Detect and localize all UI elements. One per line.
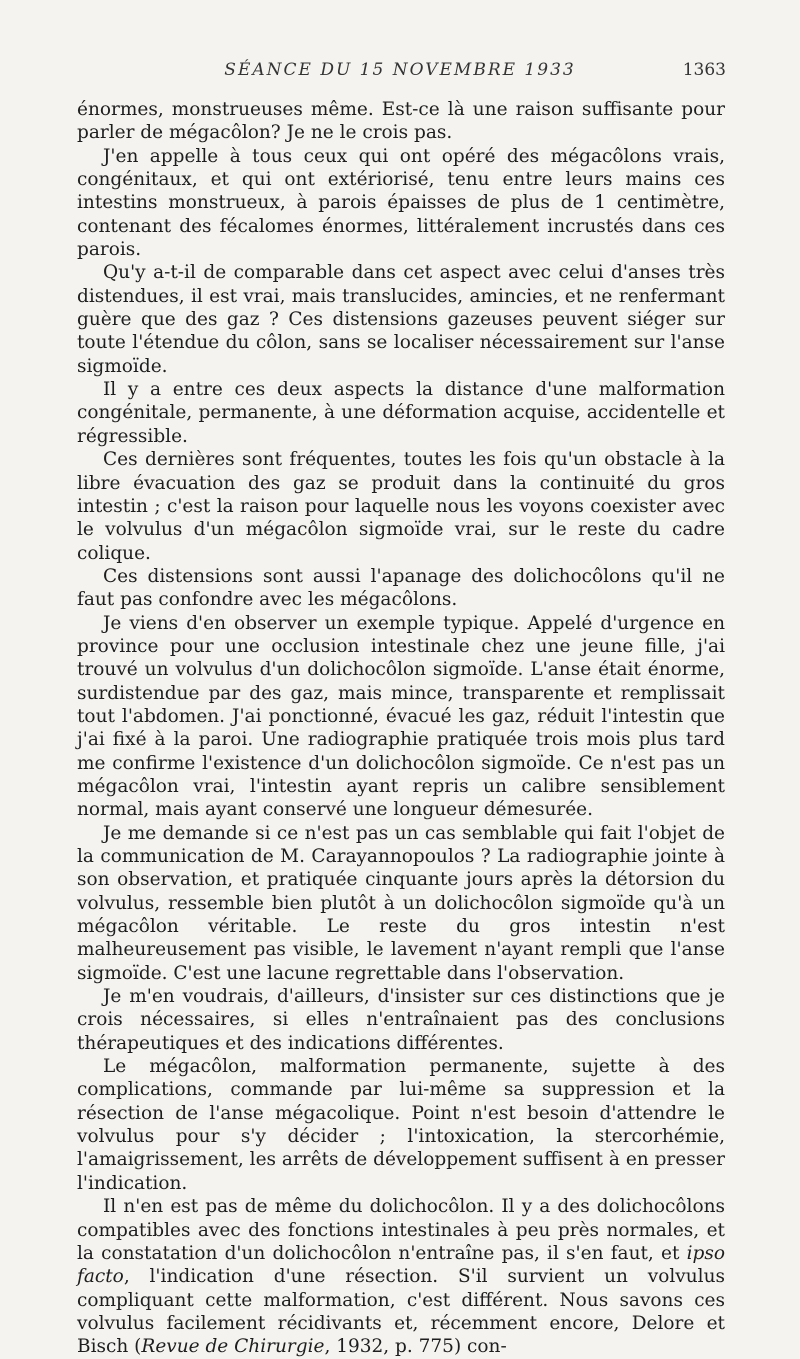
running-head: SÉANCE DU 15 NOVEMBRE 1933: [224, 60, 576, 80]
paragraph: Le mégacôlon, malformation permanente, sujette à des complications, commande par lui-même sa suppression et la résection de l'anse mégacolique. Point n'est besoin d'attendre le volvulus pour s'y décider ; l'intoxication, la stercorhémie, l'amaigrissement, les arrêts de développement suffisent à en presser l'indication.: [77, 1056, 725, 1194]
paragraph: Il y a entre ces deux aspects la distance d'une malformation congénitale, permanente, à une déformation acquise, accidentelle et régressible.: [77, 379, 725, 447]
paragraph: Je me demande si ce n'est pas un cas semblable qui fait l'objet de la communication de M. Carayannopoulos ? La radiographie jointe à son observation, et pratiquée cinquante jours après la détorsion du volvulus, ressemble bien plutôt à un dolichocôlon sigmoïde qu'à un mégacôlon véritable. Le reste du gros intestin n'est malheureusement pas visible, le lavement n'ayant rempli que l'anse sigmoïde. C'est une lacune regrettable dans l'observation.: [77, 822, 725, 984]
paragraph-text: , 1932, p. 775) con-: [324, 1336, 507, 1358]
paragraph-text: Il n'en est pas de même du dolichocôlon. Il y a des dolichocôlons compatibles avec des fonctions intestinales à peu près normales, et la constatation d'un dolichocôlon n'entraîne pas, il s'en faut, et: [77, 1196, 725, 1264]
paragraph-text: , l'indication d'une résection. S'il survient un volvulus compliquant cette malformation, c'est différent. Nous savons ces volvulus facilement récidivants et, récemment encore, Delore et Bisch (: [77, 1266, 725, 1358]
journal-title: Revue de Chirurgie: [141, 1336, 325, 1358]
paragraph: Je m'en voudrais, d'ailleurs, d'insister sur ces distinctions que je crois nécessaires, si elles n'entraînaient pas des conclusions thérapeutiques et des indications différentes.: [77, 986, 725, 1054]
paragraph: Ces distensions sont aussi l'apanage des dolichocôlons qu'il ne faut pas confondre avec les mégacôlons.: [77, 565, 725, 611]
page-number: 1363: [682, 60, 726, 80]
paragraph: énormes, monstrueuses même. Est-ce là une raison suffisante pour parler de mégacôlon? Je ne le crois pas.: [77, 99, 725, 144]
paragraph: Ces dernières sont fréquentes, toutes les fois qu'un obstacle à la libre évacuation des gaz se produit dans la continuité du gros intestin ; c'est la raison pour laquelle nous les voyons coexister avec le volvulus d'un mégacôlon sigmoïde vrai, sur le reste du cadre colique.: [77, 449, 725, 564]
italic-phrase: ipso facto: [77, 1242, 725, 1288]
paragraph: Je viens d'en observer un exemple typique. Appelé d'urgence en province pour une occlusion intestinale chez une jeune fille, j'ai trouvé un volvulus d'un dolichocôlon sigmoïde. L'anse était énorme, surdistendue par des gaz, mais mince, transparente et remplissait tout l'abdomen. J'ai ponctionné, évacué les gaz, réduit l'intestin que j'ai fixé à la paroi. Une radiographie pratiquée trois mois plus tard me confirme l'existence d'un dolichocôlon sigmoïde. Ce n'est pas un mégacôlon vrai, l'intestin ayant repris un calibre sensiblement normal, mais ayant conservé une longueur démesurée.: [77, 612, 725, 821]
body-text: [77, 98, 725, 1359]
paragraph: J'en appelle à tous ceux qui ont opéré des mégacôlons vrais, congénitaux, et qui ont extériorisé, tenu entre leurs mains ces intestins monstrueux, à parois épaisses de plus de 1 centimètre, contenant des fécalomes énormes, littéralement incrustés dans ces parois.: [77, 145, 725, 261]
page-header: [0, 60, 800, 90]
paragraph: [77, 1195, 725, 1358]
paragraph: Qu'y a-t-il de comparable dans cet aspect avec celui d'anses très distendues, il est vrai, mais translucides, amincies, et ne renfermant guère que des gaz ? Ces distensions gazeuses peuvent siéger sur toute l'étendue du côlon, sans se localiser nécessairement sur l'anse sigmoïde.: [77, 262, 725, 377]
